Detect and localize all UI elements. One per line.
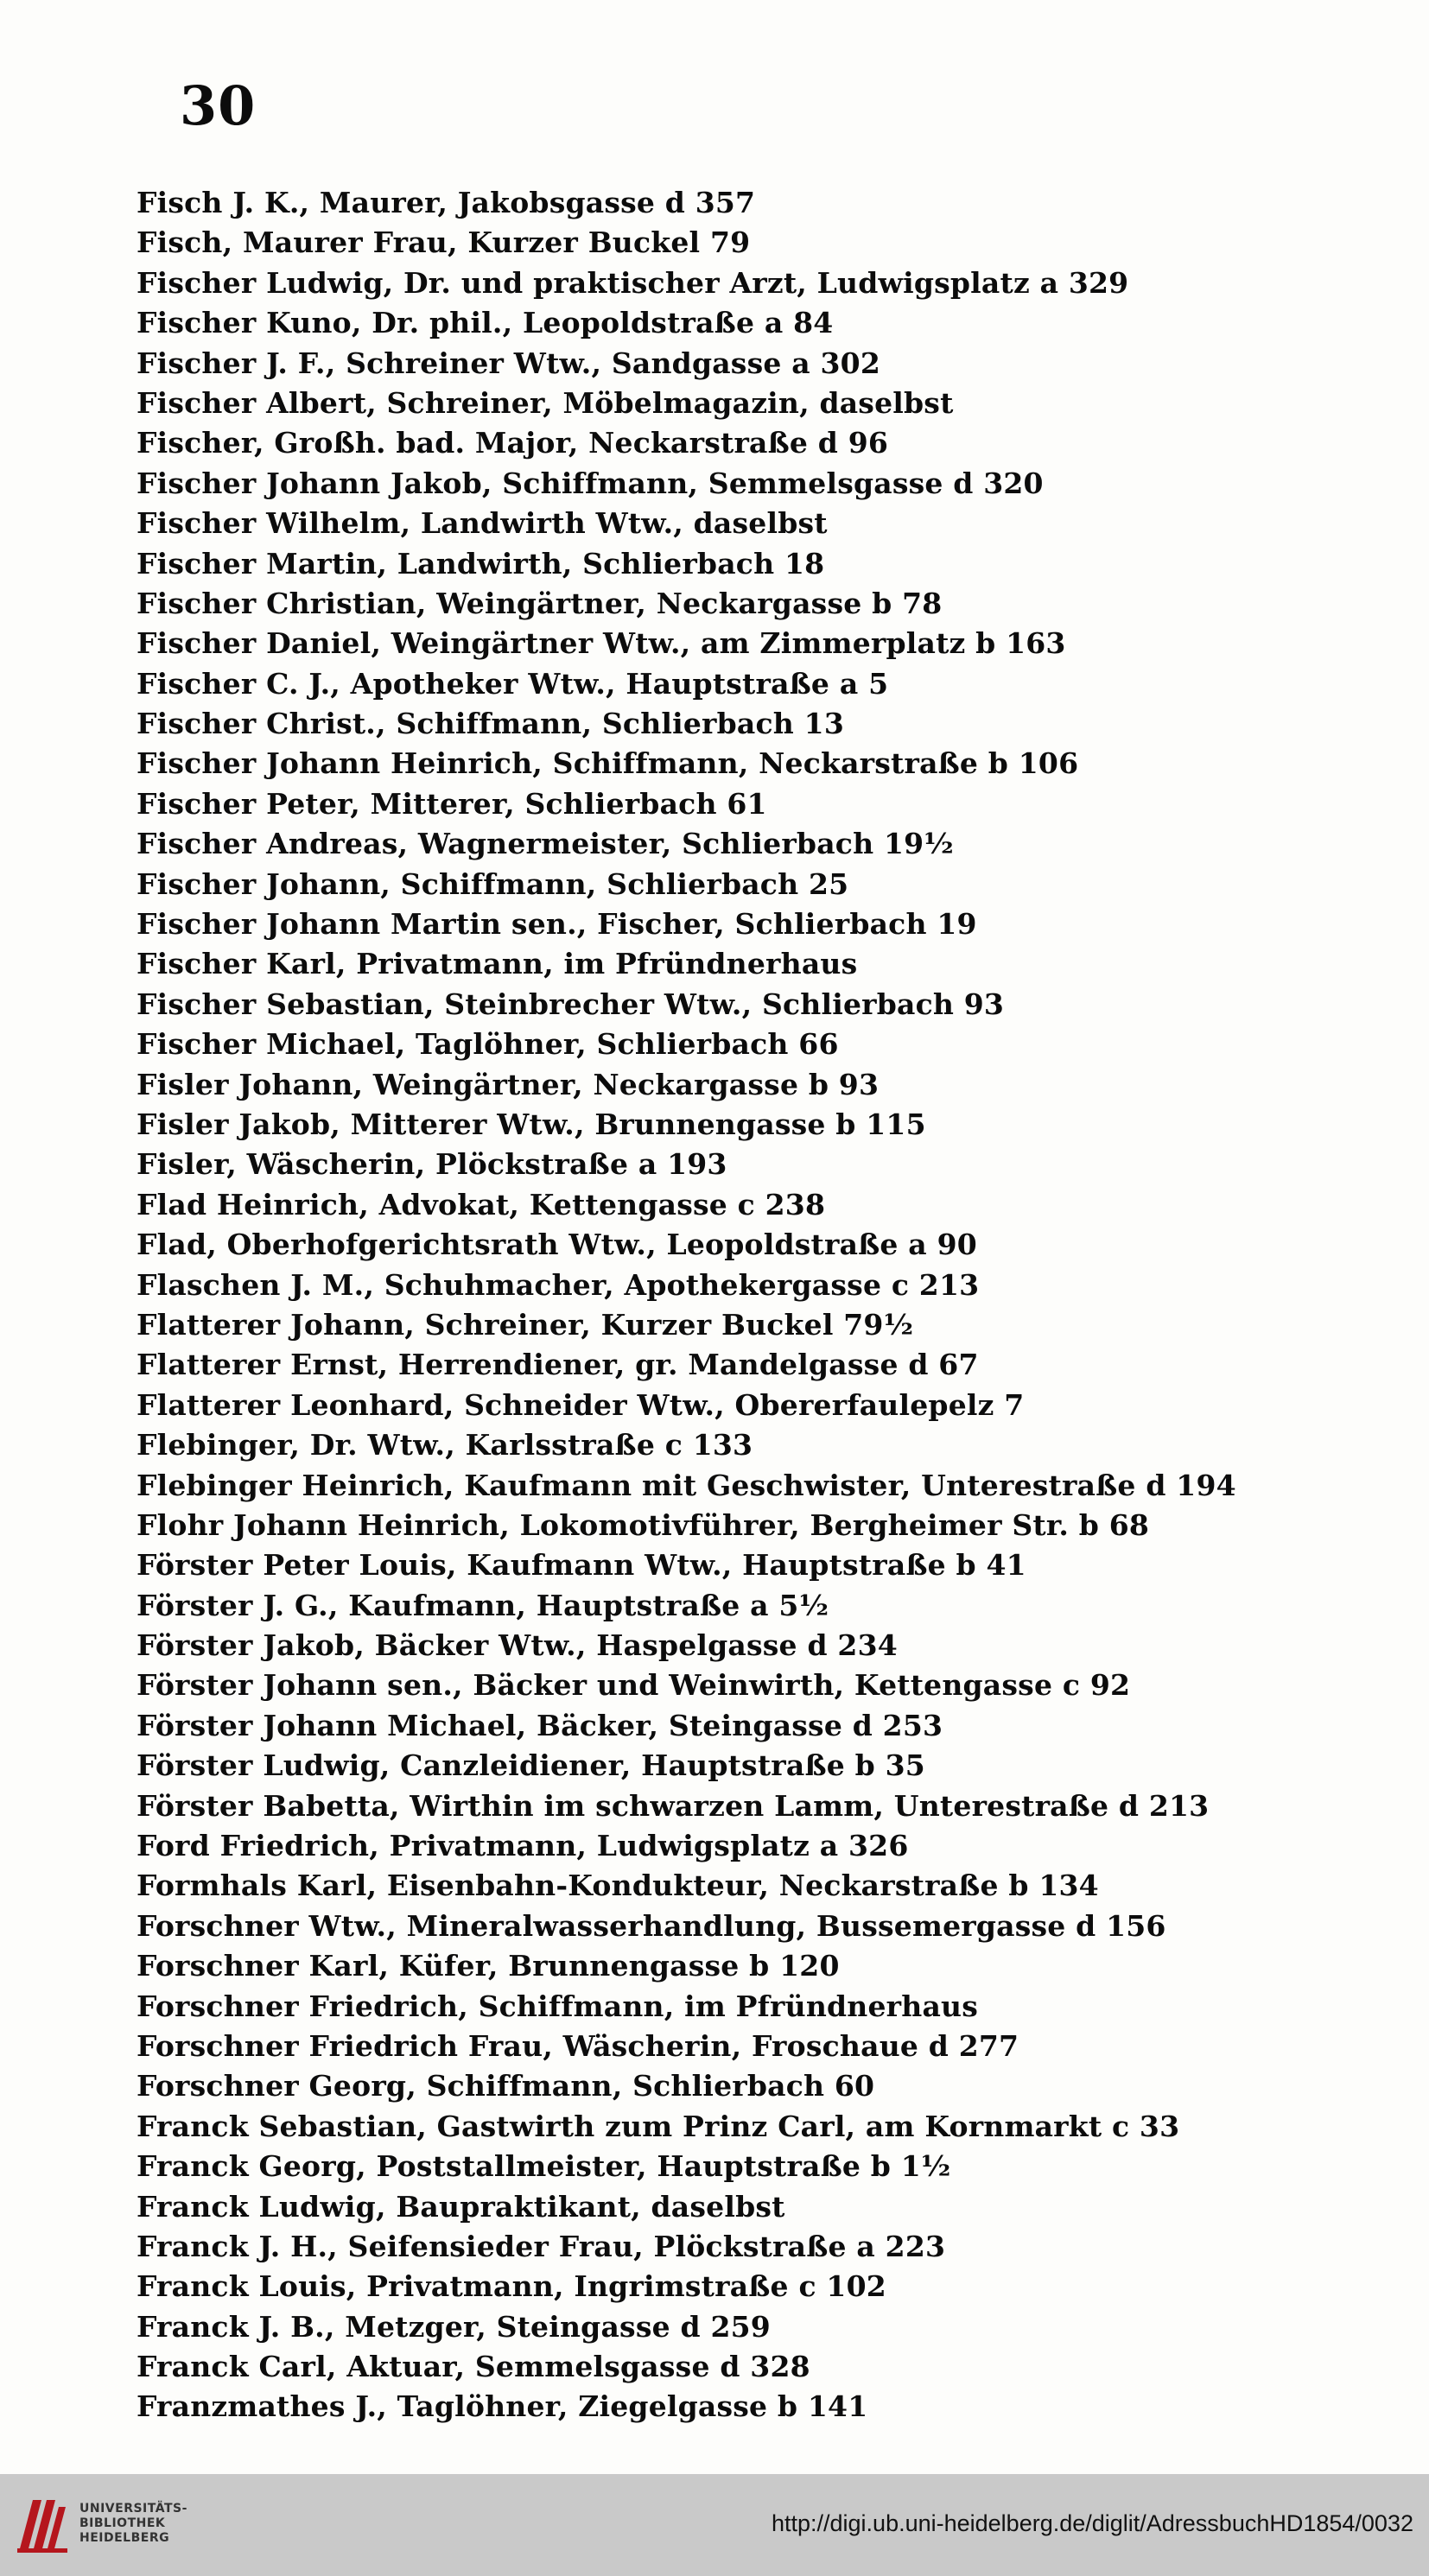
- directory-entry: Flatterer Johann, Schreiner, Kurzer Buckel 79½: [137, 1307, 914, 1342]
- directory-entry-list: [137, 183, 1329, 2427]
- directory-entry: Fischer Karl, Privatmann, im Pfründnerhaus: [137, 947, 858, 981]
- directory-entry: Ford Friedrich, Privatmann, Ludwigsplatz a 326: [137, 1829, 909, 1863]
- directory-entry: Fischer Peter, Mitterer, Schlierbach 61: [137, 786, 767, 821]
- directory-entry: Flebinger, Dr. Wtw., Karlsstraße c 133: [137, 1428, 753, 1462]
- library-name: [79, 2502, 187, 2546]
- directory-entry: Forschner Karl, Küfer, Brunnengasse b 120: [137, 1949, 840, 1983]
- directory-entry: Flatterer Leonhard, Schneider Wtw., Obererfaulepelz 7: [137, 1387, 1025, 1422]
- directory-entry: Fischer Johann Jakob, Schiffmann, Semmelsgasse d 320: [137, 466, 1044, 500]
- directory-entry: Franzmathes J., Taglöhner, Ziegelgasse b 141: [137, 2389, 868, 2424]
- directory-entry: Fischer Martin, Landwirth, Schlierbach 18: [137, 546, 825, 581]
- directory-entry: Fischer Daniel, Weingärtner Wtw., am Zimmerplatz b 163: [137, 626, 1066, 661]
- library-name-line: HEIDELBERG: [79, 2531, 170, 2545]
- directory-entry: Fisler Johann, Weingärtner, Neckargasse b 93: [137, 1067, 880, 1101]
- source-url-link[interactable]: http://digi.ub.uni-heidelberg.de/diglit/AdressbuchHD1854/0032: [771, 2510, 1413, 2536]
- directory-entry: Fischer Johann, Schiffmann, Schlierbach 25: [137, 866, 849, 901]
- directory-entry: Fischer Christian, Weingärtner, Neckargasse b 78: [137, 586, 943, 620]
- directory-entry: Franck Louis, Privatmann, Ingrimstraße c 102: [137, 2269, 886, 2304]
- directory-entry: Flohr Johann Heinrich, Lokomotivführer, Bergheimer Str. b 68: [137, 1507, 1150, 1542]
- directory-entry: Förster Jakob, Bäcker Wtw., Haspelgasse d 234: [137, 1628, 898, 1663]
- directory-entry: Fischer Sebastian, Steinbrecher Wtw., Schlierbach 93: [137, 987, 1005, 1021]
- directory-entry: Franck J. B., Metzger, Steingasse d 259: [137, 2309, 771, 2344]
- directory-entry: Fischer Wilhelm, Landwirth Wtw., daselbst: [137, 506, 828, 541]
- directory-entry: Forschner Wtw., Mineralwasserhandlung, Bussemergasse d 156: [137, 1908, 1166, 1943]
- directory-entry: Flad Heinrich, Advokat, Kettengasse c 238: [137, 1187, 826, 1221]
- directory-entry: Fischer Kuno, Dr. phil., Leopoldstraße a 84: [137, 306, 834, 340]
- directory-entry: Fisler Jakob, Mitterer Wtw., Brunnengasse b 115: [137, 1107, 926, 1141]
- directory-entry: Fisler, Wäscherin, Plöckstraße a 193: [137, 1147, 727, 1182]
- directory-entry: Forschner Friedrich Frau, Wäscherin, Froschaue d 277: [137, 2028, 1019, 2063]
- directory-entry: Franck Georg, Poststallmeister, Hauptstraße b 1½: [137, 2149, 951, 2184]
- directory-entry: Förster J. G., Kaufmann, Hauptstraße a 5½: [137, 1588, 829, 1622]
- library-name-line: UNIVERSITÄTS-: [79, 2502, 187, 2516]
- directory-entry: Forschner Georg, Schiffmann, Schlierbach 60: [137, 2069, 875, 2103]
- directory-entry: Flaschen J. M., Schuhmacher, Apothekergasse c 213: [137, 1267, 980, 1302]
- directory-entry: Fischer Johann Heinrich, Schiffmann, Neckarstraße b 106: [137, 746, 1079, 781]
- directory-entry: Fischer Michael, Taglöhner, Schlierbach 66: [137, 1027, 839, 1062]
- directory-entry: Fischer Ludwig, Dr. und praktischer Arzt, Ludwigsplatz a 329: [137, 265, 1129, 300]
- directory-entry: Förster Ludwig, Canzleidiener, Hauptstraße b 35: [137, 1748, 925, 1783]
- directory-entry: Fischer J. F., Schreiner Wtw., Sandgasse a 302: [137, 346, 880, 380]
- directory-entry: Franck J. H., Seifensieder Frau, Plöckstraße a 223: [137, 2229, 946, 2263]
- directory-entry: Formhals Karl, Eisenbahn-Kondukteur, Neckarstraße b 134: [137, 1869, 1099, 1903]
- directory-entry: Flad, Oberhofgerichtsrath Wtw., Leopoldstraße a 90: [137, 1228, 977, 1262]
- directory-entry: Fischer, Großh. bad. Major, Neckarstraße d 96: [137, 426, 889, 460]
- directory-entry: Fisch J. K., Maurer, Jakobsgasse d 357: [137, 186, 756, 219]
- directory-entry: Förster Johann sen., Bäcker und Weinwirth, Kettengasse c 92: [137, 1668, 1131, 1703]
- directory-entry: Franck Ludwig, Baupraktikant, daselbst: [137, 2189, 785, 2224]
- directory-entry: Franck Carl, Aktuar, Semmelsgasse d 328: [137, 2350, 810, 2384]
- directory-entry: Fischer Albert, Schreiner, Möbelmagazin, daselbst: [137, 385, 954, 420]
- directory-entry: Förster Peter Louis, Kaufmann Wtw., Hauptstraße b 41: [137, 1548, 1026, 1583]
- university-library-logo-icon: [16, 2497, 69, 2554]
- directory-entry: Förster Babetta, Wirthin im schwarzen Lamm, Unterestraße d 213: [137, 1788, 1210, 1823]
- digitization-footer: [0, 2474, 1429, 2576]
- directory-entry: Fischer Johann Martin sen., Fischer, Schlierbach 19: [137, 907, 977, 942]
- directory-entry: Flebinger Heinrich, Kaufmann mit Geschwister, Unterestraße d 194: [137, 1468, 1236, 1502]
- directory-entry: Forschner Friedrich, Schiffmann, im Pfründnerhaus: [137, 1989, 979, 2023]
- directory-entry: Franck Sebastian, Gastwirth zum Prinz Carl, am Kornmarkt c 33: [137, 2109, 1180, 2143]
- page-number: 30: [180, 74, 257, 137]
- directory-entry: Fisch, Maurer Frau, Kurzer Buckel 79: [137, 225, 751, 260]
- library-name-line: BIBLIOTHEK: [79, 2516, 166, 2530]
- directory-entry: Flatterer Ernst, Herrendiener, gr. Mandelgasse d 67: [137, 1348, 979, 1382]
- directory-entry: Fischer C. J., Apotheker Wtw., Hauptstraße a 5: [137, 666, 889, 701]
- directory-entry: Fischer Andreas, Wagnermeister, Schlierbach 19½: [137, 827, 954, 861]
- directory-entry: Fischer Christ., Schiffmann, Schlierbach 13: [137, 707, 845, 741]
- directory-entry: Förster Johann Michael, Bäcker, Steingasse d 253: [137, 1708, 943, 1742]
